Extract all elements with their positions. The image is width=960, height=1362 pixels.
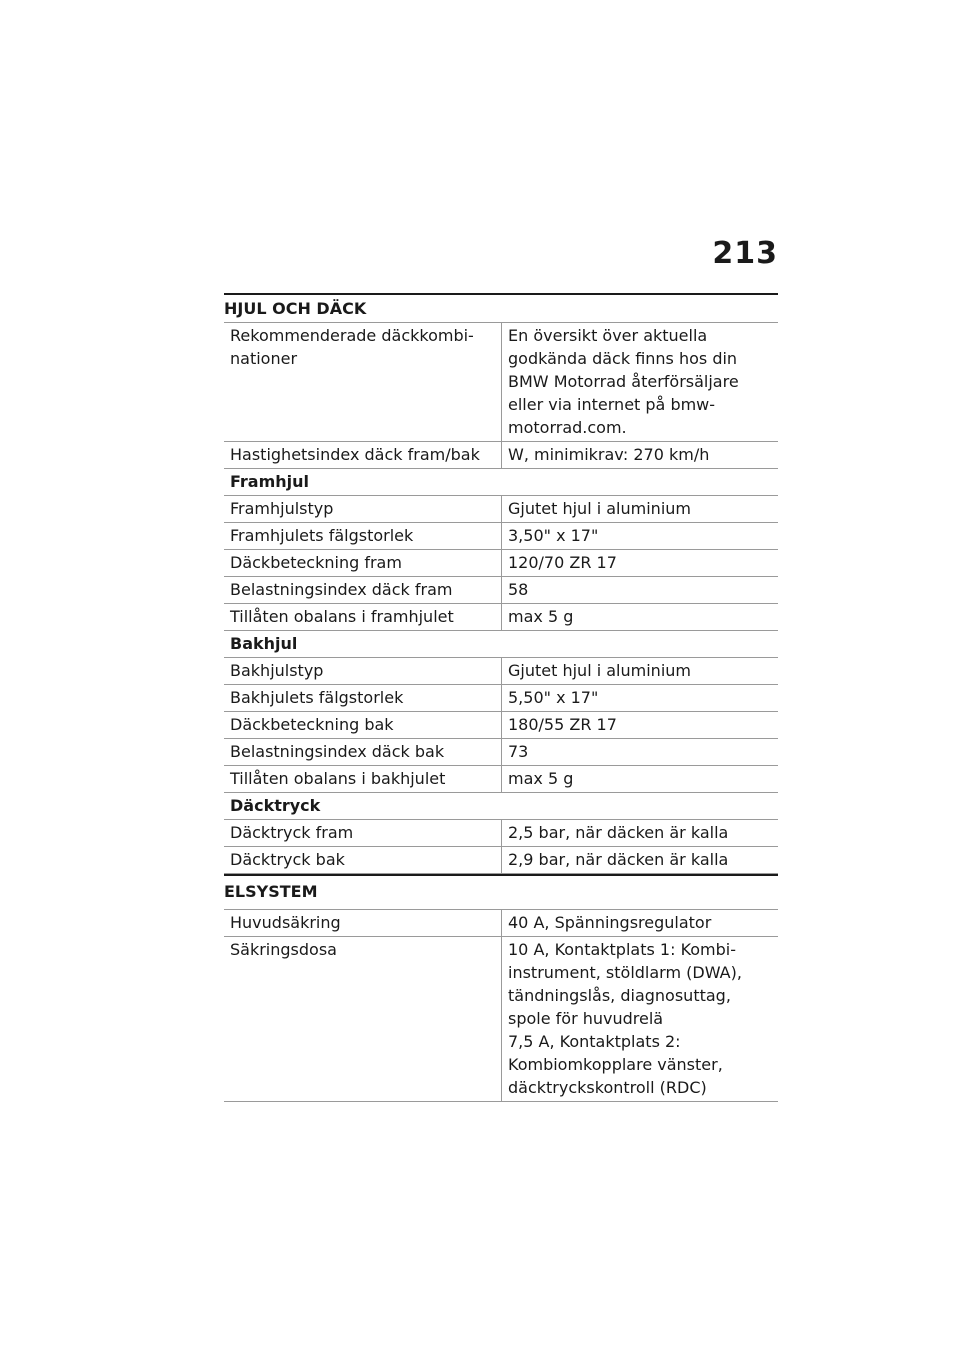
table-row: [224, 685, 778, 712]
subheading: Bakhjul: [224, 631, 778, 658]
section-title: ELSYSTEM: [224, 882, 318, 901]
table-row: [224, 910, 778, 937]
spec-label-line: Belastningsindex däck fram: [230, 580, 453, 599]
section-title: HJUL OCH DÄCK: [224, 299, 367, 318]
table-row: [224, 323, 778, 442]
table-row: [224, 766, 778, 793]
section-wheels-tires: [224, 293, 778, 874]
spec-value-line: 3,50" x 17": [508, 526, 599, 545]
spec-value: [502, 820, 779, 847]
spec-value: [502, 937, 779, 1102]
spec-value-line: max 5 g: [508, 769, 574, 788]
spec-label: [224, 685, 502, 712]
subheading: Framhjul: [224, 469, 778, 496]
spec-value-line: däcktryckskontroll (RDC): [508, 1078, 707, 1097]
table-row: [224, 712, 778, 739]
spec-value-line: BMW Motorrad återförsäljare: [508, 372, 739, 391]
spec-value-line: Gjutet hjul i aluminium: [508, 499, 691, 518]
spec-value-line: 10 A, Kontaktplats 1: Kombi-: [508, 940, 737, 959]
spec-label: [224, 847, 502, 874]
spec-label: [224, 604, 502, 631]
spec-label-line: Däckbeteckning fram: [230, 553, 402, 572]
spec-value: [502, 550, 779, 577]
spec-label: [224, 442, 502, 469]
table-row: [224, 820, 778, 847]
spec-label-line: Tillåten obalans i framhjulet: [230, 607, 454, 626]
table-row: [224, 937, 778, 1102]
subheading-row: [224, 631, 778, 658]
spec-value: [502, 442, 779, 469]
spec-label: [224, 577, 502, 604]
spec-label-line: Rekommenderade däckkombi-: [230, 326, 474, 345]
table-row: [224, 658, 778, 685]
spec-value-line: 73: [508, 742, 529, 761]
spec-value-line: 5,50" x 17": [508, 688, 599, 707]
subheading: Däcktryck: [224, 793, 778, 820]
spec-value-line: godkända däck finns hos din: [508, 349, 738, 368]
spec-value-line: spole för huvudrelä: [508, 1009, 664, 1028]
spec-label-line: Däckbeteckning bak: [230, 715, 394, 734]
spec-value: [502, 712, 779, 739]
spec-value-line: 120/70 ZR 17: [508, 553, 617, 572]
table-row: [224, 523, 778, 550]
spec-value: [502, 658, 779, 685]
spec-value: [502, 323, 779, 442]
spec-value-line: eller via internet på bmw-: [508, 395, 716, 414]
spec-value: [502, 739, 779, 766]
spec-value: [502, 685, 779, 712]
spec-value-line: 58: [508, 580, 529, 599]
spec-label-line: Bakhjulets fälgstorlek: [230, 688, 404, 707]
spec-label: [224, 937, 502, 1102]
spec-label-line: Belastningsindex däck bak: [230, 742, 445, 761]
spec-value: [502, 523, 779, 550]
spec-value: [502, 847, 779, 874]
table-row: [224, 847, 778, 874]
spec-label-line: Framhjulstyp: [230, 499, 334, 518]
spec-label: [224, 910, 502, 937]
page-number: 213: [712, 236, 778, 271]
spec-label: [224, 496, 502, 523]
spec-label-line: Huvudsäkring: [230, 913, 341, 932]
spec-label: [224, 739, 502, 766]
spec-label: [224, 658, 502, 685]
table-row: [224, 550, 778, 577]
spec-value-line: Kombiomkopplare vänster,: [508, 1055, 723, 1074]
table-row: [224, 442, 778, 469]
spec-value-line: instrument, stöldlarm (DWA),: [508, 963, 742, 982]
spec-value-line: 180/55 ZR 17: [508, 715, 617, 734]
table-row: [224, 577, 778, 604]
spec-table: [224, 909, 778, 1102]
spec-label: [224, 323, 502, 442]
spec-value: [502, 766, 779, 793]
spec-label-line: Säkringsdosa: [230, 940, 337, 959]
table-row: [224, 604, 778, 631]
spec-value-line: max 5 g: [508, 607, 574, 626]
spec-value-line: motorrad.com.: [508, 418, 627, 437]
table-row: [224, 496, 778, 523]
spec-value-line: 7,5 A, Kontaktplats 2:: [508, 1032, 681, 1051]
spec-value-line: 40 A, Spänningsregulator: [508, 913, 712, 932]
spec-value-line: 2,9 bar, när däcken är kalla: [508, 850, 729, 869]
spec-label: [224, 820, 502, 847]
spec-value: [502, 577, 779, 604]
spec-label: [224, 523, 502, 550]
spec-value: [502, 910, 779, 937]
spec-label-line: Tillåten obalans i bakhjulet: [230, 769, 446, 788]
spec-label-line: Framhjulets fälgstorlek: [230, 526, 414, 545]
spec-value-line: Gjutet hjul i aluminium: [508, 661, 691, 680]
spec-label-line: Däcktryck bak: [230, 850, 345, 869]
subheading-row: [224, 469, 778, 496]
subheading-row: [224, 793, 778, 820]
spec-label: [224, 766, 502, 793]
spec-value-line: tändningslås, diagnosuttag,: [508, 986, 731, 1005]
spec-label-line: Hastighetsindex däck fram/bak: [230, 445, 480, 464]
section-electrical: [224, 874, 778, 1102]
spec-label: [224, 550, 502, 577]
spec-value: [502, 604, 779, 631]
spec-label-line: Däcktryck fram: [230, 823, 354, 842]
spec-label-line: Bakhjulstyp: [230, 661, 324, 680]
spec-value-line: En översikt över aktuella: [508, 326, 708, 345]
spec-label-line: nationer: [230, 349, 298, 368]
spec-label: [224, 712, 502, 739]
spec-table: [224, 322, 778, 874]
spec-value-line: 2,5 bar, när däcken är kalla: [508, 823, 729, 842]
spec-value-line: W, minimikrav: 270 km/h: [508, 445, 710, 464]
table-row: [224, 739, 778, 766]
spec-value: [502, 496, 779, 523]
